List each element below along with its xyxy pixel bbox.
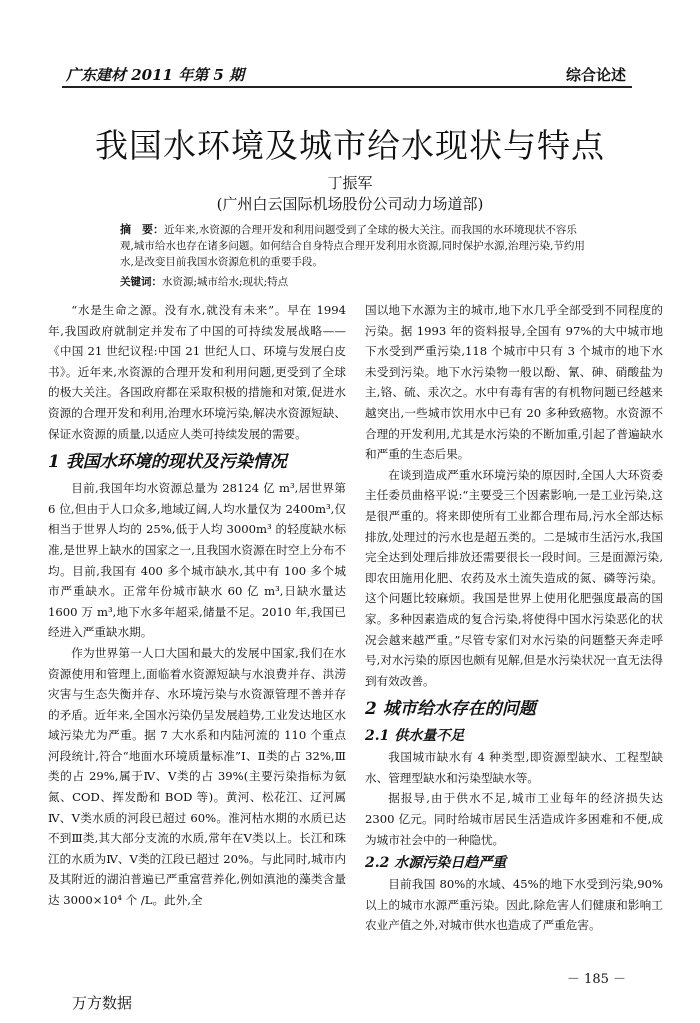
paragraph: 目前我国 80%的水域、45%的地下水受到污染,90%以上的城市水源严重污染。因此,除危害人们健康和影响工农业产值之外,对城市供水也造成了严重危害。 xyxy=(365,877,663,933)
keywords-text: 水资源;城市给水;现状;特点 xyxy=(162,276,289,288)
paragraph: 作为世界第一人口大国和最大的发展中国家,我们在水资源使用和管理上,面临着水资源短缺与水浪费并存、洪涝灾害与生态失衡并存、水环境污染与水资源管理不善并存的矛盾。近年来,全国水污染仍呈发展趋势,工业发达地区水域污染尤为严重。据 7 大水系和内陆河流的 110 个重点河段统计,符合“地面水环境质量标准”Ⅰ、Ⅱ类的占 32%,Ⅲ类的占 29%,属于Ⅳ、Ⅴ类的占 39%(主要污染指标为氨氮、COD、挥发酚和 BOD 等)。黄河、松花江、辽河属Ⅳ、Ⅴ类水质的河段已超过 60%。淮河枯水期的水质已达不到Ⅲ类,其大部分支流的水质,常年在Ⅴ类以上。长江和珠江的水质为Ⅳ、Ⅴ类的江段已超过 20%。与此同时,城市内及其附近的湖泊普遍已严重富营养化,例如滇池的藻类含量达 3000×10⁴ 个 /L。此外,全 xyxy=(48,645,346,908)
keywords-label: 关键词： xyxy=(120,276,162,288)
source-watermark: 万方数据 xyxy=(72,994,133,1012)
section-heading-2: 2 城市给水存在的问题 xyxy=(365,699,536,720)
paragraph: 国以地下水源为主的城市,地下水几乎全部受到不同程度的污染。据 1993 年的资料报导,全国有 97%的大中城市地下水受到严重污染,118 个城市中只有 3 个城市的地下水未受到污染。地下水污染物一般以酚、氰、砷、硝酸盐为主,铬、硫、汞次之。水中有毒有害的有机物问题已经越来越突出,一些城市饮用水中已有 20 多种致癌物。水资源不合理的开发利用,尤其是水污染的不断加重,引起了普遍缺水和严重的生态后果。 xyxy=(365,303,663,462)
abstract xyxy=(120,222,590,270)
paragraph: 目前,我国年均水资源总量为 28124 亿 m³,居世界第 6 位,但由于人口众多,地域辽阔,人均水量仅为 2400m³,仅相当于世界人均的 25%,低于人均 3000m³ 的轻度缺水标准,是世界上缺水的国家之一,且我国水资源在时空上分布不均。目前,我国有 400 多个城市缺水,其中有 100 多个城市严重缺水。正常年份城市缺水 60 亿 m³,日缺水量达 1600 万 m³,地下水多年超采,储量不足。2010 年,我国已经进入严重缺水期。 xyxy=(48,481,346,640)
right-column xyxy=(365,300,663,936)
paragraph: 我国城市缺水有 4 种类型,即资源型缺水、工程型缺水、管理型缺水和污染型缺水等。 xyxy=(365,750,663,785)
abstract-label: 摘 要： xyxy=(120,223,164,236)
abstract-text: 近年来,水资源的合理开发和利用问题受到了全球的极大关注。而我国的水环境现状不容乐观,城市给水也存在诸多问题。如何结合自身特点合理开发利用水资源,同时保护水源,治理污染,节约用水,是改变目前我国水资源危机的重要手段。 xyxy=(120,224,585,268)
subsection-heading-2-2: 2.2 水源污染日趋严重 xyxy=(365,855,507,872)
left-column xyxy=(48,300,346,911)
keywords xyxy=(120,274,590,289)
paragraph: “水是生命之源。没有水,就没有未来”。早在 1994 年,我国政府就制定并发布了中国的可持续发展战略——《中国 21 世纪议程:中国 21 世纪人口、环境与发展白皮书》。近年来,水资源的合理开发和利用问题,更受到了全球的极大关注。各国政府都在采取积极的措施和对策,促进水资源的合理开发和利用,治理水环境污染,解决水资源短缺、保证水资源的质量,以适应人类可持续发展的需要。 xyxy=(48,303,346,441)
paragraph: 在谈到造成严重水环境污染的原因时,全国人大环资委主任委员曲格平说:“主要受三个因素影响,一是工业污染,这是很严重的。将来即使所有工业都合理布局,污水全部达标排放,处理过的污水也是超五类的。二是城市生活污水,我国完全达到处理后排放还需要很长一段时间。三是面源污染,即农田施用化肥、农药及水土流失造成的氮、磷等污染。这个问题比较麻烦。我国是世界上使用化肥强度最高的国家。多种因素造成的复合污染,将使得中国水污染恶化的状况会越来越严重。”尽管专家们对水污染的问题整天奔走呼号,对水污染的原因也颇有见解,但是水污染状况一直无法得到有效改善。 xyxy=(365,467,663,688)
article-title: 我国水环境及城市给水现状与特点 xyxy=(95,126,605,165)
journal-header: 广东建材 2011 年第 5 期 xyxy=(66,66,245,84)
subsection-heading-2-1: 2.1 供水量不足 xyxy=(365,728,465,745)
paragraph: 据报导,由于供水不足,城市工业每年的经济损失达 2300 亿元。同时给城市居民生活造成许多困难和不便,成为城市社会中的一种隐忧。 xyxy=(365,791,663,847)
section-header: 综合论述 xyxy=(565,66,626,84)
author-name: 丁振军 xyxy=(327,174,373,192)
section-heading-1: 1 我国水环境的现状及污染情况 xyxy=(48,452,287,473)
page-number: － 185 － xyxy=(566,972,626,987)
header-divider xyxy=(62,86,632,88)
author-affiliation: (广州白云国际机场股份公司动力场道部) xyxy=(216,195,484,213)
